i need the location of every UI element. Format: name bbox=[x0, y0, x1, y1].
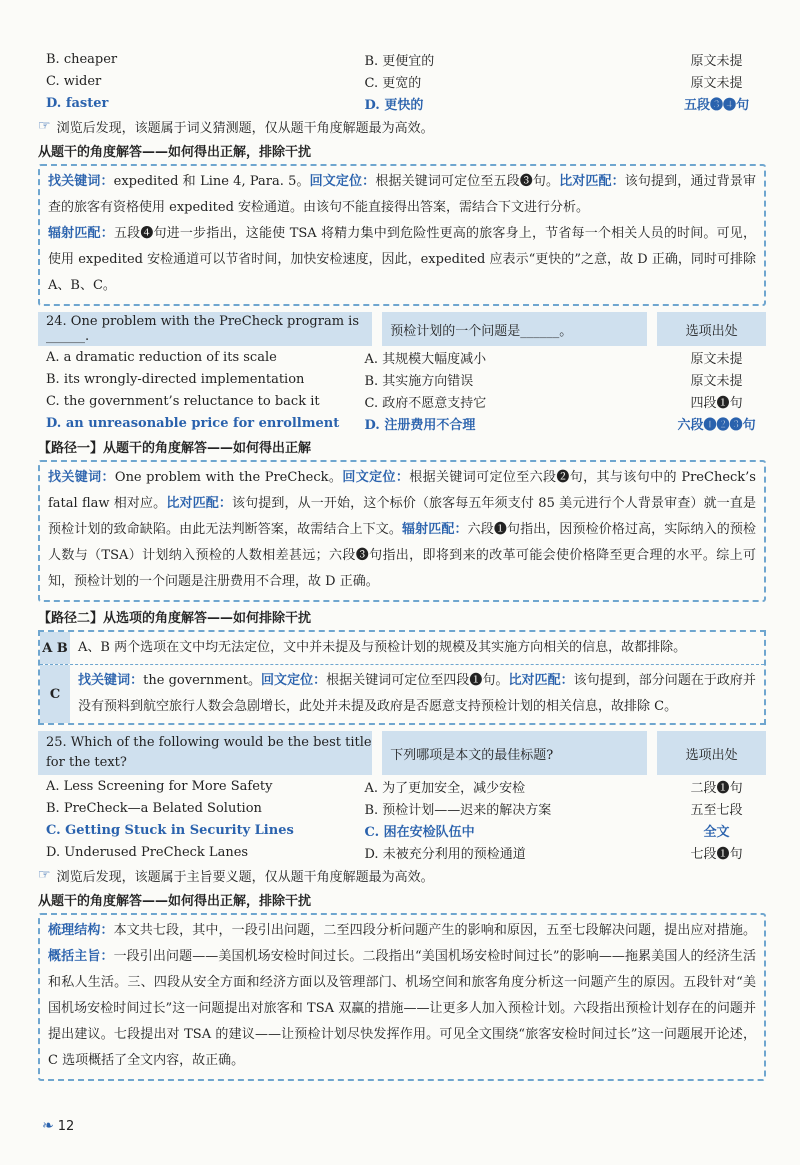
q25-subhead: 从题干的角度解答——如何得出正解，排除干扰 bbox=[38, 893, 312, 909]
option-row: A. a dramatic reduction of its scale A. 其规模大幅度减小 原文未提 bbox=[46, 349, 743, 367]
q25-analysis-box: 梳理结构：本文共七段，其中，一段引出问题，二至四段分析问题产生的影响和原因，五至七段解决问题，提出应对措施。概括主旨：一段引出问题——美国机场安检时间过长。二段指出“美国机场安检时间过长”的影响——拖累美国人的经济生活和私人生活。三、四段从安全方面和经济方面以及管理部门、机场空间和旅客角度分析这一问题产生的原因。五段针对“美国机场安检时间过长”这一问题提出对旅客和 TSA 双赢的措施——让更多人加入预检计划。六段指出预检计划存在的问题并提出建议。七段提出对 TSA 的建议——让预检计划尽快发挥作用。可见全文围绕“旅客安检时间过长”这一问题展开论述，C 选项概括了全文内容，故正确。 bbox=[38, 913, 766, 1081]
q24-header: 24. One problem with the PreCheck program is ______. 预检计划的一个问题是______。 选项出处 bbox=[38, 312, 766, 346]
route2-row-c: C 找关键词：the government。回文定位：根据关键词可定位至四段❶句。比对匹配：该句提到，部分问题在于政府并没有预料到航空旅行人数会急剧增长，此处并未提及政府是否愿意支持预检计划的相关信息，故排除 C。 bbox=[40, 665, 764, 723]
q24-options bbox=[38, 346, 766, 434]
q23-subhead: 从题干的角度解答——如何得出正解，排除干扰 bbox=[38, 144, 312, 160]
option-row: C. the government’s reluctance to back it C. 政府不愿意支持它 四段❶句 bbox=[46, 393, 743, 411]
pointing-hand-icon: ☞ bbox=[38, 867, 51, 883]
option-row: B. its wrongly-directed implementation B. 其实施方向错误 原文未提 bbox=[46, 371, 743, 389]
option-row: D. Underused PreCheck Lanes D. 未被充分利用的预检通道 七段❶句 bbox=[46, 844, 743, 862]
option-row: A. Less Screening for More Safety A. 为了更加安全，减少安检 二段❶句 bbox=[46, 778, 743, 796]
page-number: 12 bbox=[57, 1118, 75, 1134]
q25-note: ☞ 浏览后发现，该题属于主旨要义题，仅从题干角度解题最为高效。 bbox=[38, 867, 434, 885]
option-row: B. PreCheck—a Belated Solution B. 预检计划——迟来的解决方案 五至七段 bbox=[46, 800, 743, 818]
option-row-correct: D. faster D. 更快的 五段❸❹句 bbox=[46, 95, 750, 113]
q23-note: ☞ 浏览后发现，该题属于词义猜测题，仅从题干角度解题最为高效。 bbox=[38, 118, 434, 136]
pointing-hand-icon: ☞ bbox=[38, 118, 51, 134]
option-row: B. cheaper B. 更便宜的 原文未提 bbox=[46, 51, 743, 69]
q23-analysis-box: 找关键词：expedited 和 Line 4, Para. 5。回文定位：根据关键词可定位至五段❸句。比对匹配：该句提到，通过背景审查的旅客有资格使用 expedited 安检通道。由该句不能直接得出答案，需结合下文进行分析。 辐射匹配：五段❹句进一步指出，这能使 TSA 将精力集中到危险性更高的旅客身上，节省每一个相关人员的时间。可见，使用 expedited 安检通道可以节省时间，加快安检速度，因此，expedited 应表示“更快的”之意，故 D 正确，同时可排除 A、B、C。 bbox=[38, 164, 766, 306]
q24-route2-title: 【路径二】从选项的角度解答——如何排除干扰 bbox=[38, 610, 312, 626]
page-content bbox=[38, 48, 766, 1083]
q23-options bbox=[38, 48, 766, 114]
q24-route2-box bbox=[38, 630, 766, 725]
book-logo-icon: ❧ bbox=[42, 1118, 54, 1134]
page-footer bbox=[42, 1118, 74, 1134]
q25-options bbox=[38, 775, 766, 863]
option-row-correct: C. Getting Stuck in Security Lines C. 困在安检队伍中 全文 bbox=[46, 822, 730, 840]
q25-header: 25. Which of the following would be the best title for the text? 下列哪项是本文的最佳标题? 选项出处 bbox=[38, 731, 766, 775]
option-row: C. wider C. 更宽的 原文未提 bbox=[46, 73, 743, 91]
q24-route1-title: 【路径一】从题干的角度解答——如何得出正解 bbox=[38, 440, 312, 456]
route2-row-ab: A B A、B 两个选项在文中均无法定位，文中并未提及与预检计划的规模及其实施方向相关的信息，故都排除。 bbox=[40, 632, 764, 665]
q24-route1-box: 找关键词：One problem with the PreCheck。回文定位：根据关键词可定位至六段❷句，其与该句中的 PreCheck’s fatal flaw 相对应。比对匹配：该句提到，从一开始，这个标价（旅客每五年须支付 85 美元进行个人背景审查）就一直是预检计划的致命缺陷。由此无法判断答案，故需结合上下文。辐射匹配：六段❶句指出，因预检价格过高，实际纳入的预检人数与（TSA）计划纳入预检的人数相差甚远；六段❸句指出，即将到来的改革可能会使价格降至更合理的水平。综上可知，预检计划的一个问题是注册费用不合理，故 D 正确。 bbox=[38, 460, 766, 602]
option-row-correct: D. an unreasonable price for enrollment D. 注册费用不合理 六段❶❷❸句 bbox=[46, 415, 756, 433]
